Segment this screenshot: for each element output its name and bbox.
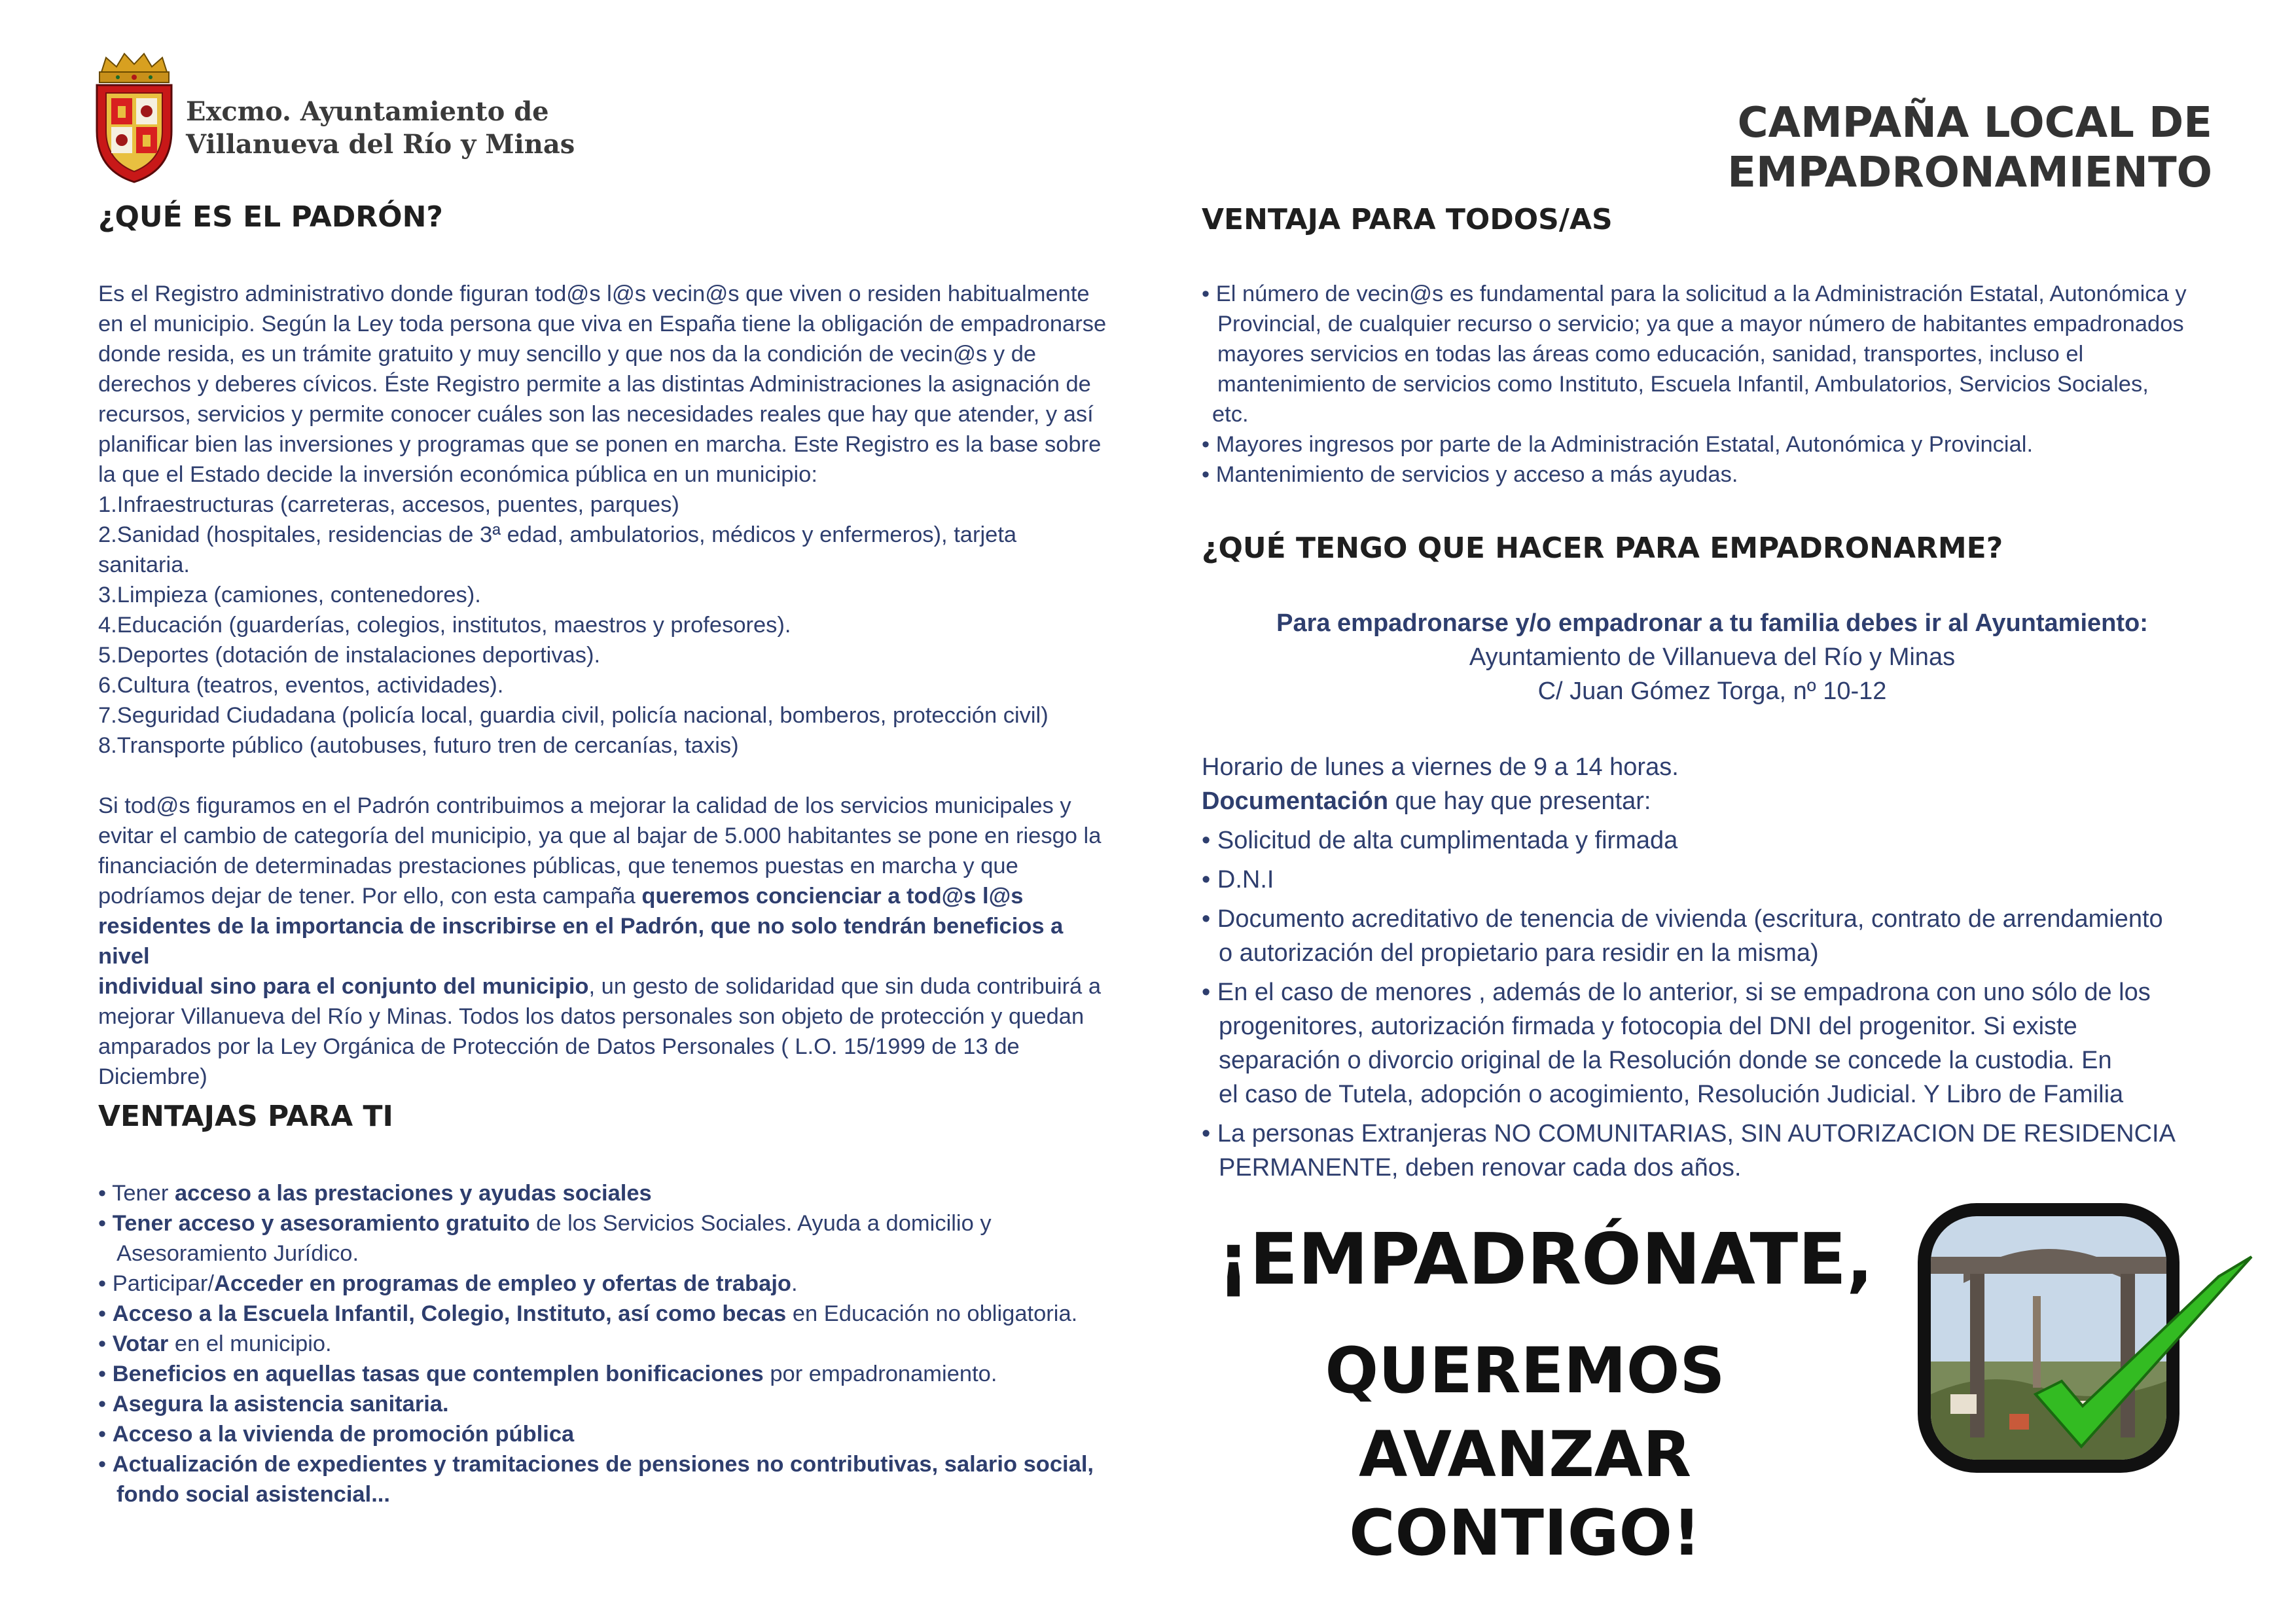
intro-line: donde resida, es un trámite gratuito y muy sencillo y que nos da la condición de vecin@s y de xyxy=(98,342,1037,367)
list-item: • Tener acceso a las prestaciones y ayudas sociales xyxy=(98,1181,652,1206)
instructions-bold: Para empadronarse y/o empadronar a tu familia debes ir al Ayuntamiento: xyxy=(1276,609,2148,637)
list-item: • La personas Extranjeras NO COMUNITARIAS, SIN AUTORIZACION DE RESIDENCIA xyxy=(1202,1120,2176,1147)
para2-line: financiación de determinadas prestaciones públicas, que tenemos puestas en marcha y que xyxy=(98,854,1018,878)
list-item: • Participar/Acceder en programas de empleo y ofertas de trabajo. xyxy=(98,1271,798,1296)
list-item: • Mantenimiento de servicios y acceso a más ayudas. xyxy=(1202,462,1738,487)
para2-line: evitar el cambio de categoría del municipio, ya que al bajar de 5.000 habitantes se pone en riesgo la xyxy=(98,823,1102,848)
address-line: Ayuntamiento de Villanueva del Río y Minas xyxy=(1469,643,1956,671)
campaign-title-line1: CAMPAÑA LOCAL DE xyxy=(1737,99,2212,147)
list-item: 7.Seguridad Ciudadana (policía local, guardia civil, policía nacional, bomberos, protección civil) xyxy=(98,703,1049,728)
list-item-cont: PERMANENTE, deben renovar cada dos años. xyxy=(1219,1154,1742,1182)
list-item-cont: o autorización del propietario para residir en la misma) xyxy=(1219,939,1819,967)
campaign-title-line2: EMPADRONAMIENTO xyxy=(1727,149,2212,197)
intro-line: Es el Registro administrativo donde figuran tod@s l@s vecin@s que viven o residen habitualmente xyxy=(98,281,1090,306)
list-item-cont: fondo social asistencial... xyxy=(117,1482,390,1507)
slogan-line1: ¡EMPADRÓNATE, xyxy=(1217,1219,1874,1301)
para2-line: amparados por la Ley Orgánica de Protección de Datos Personales ( L.O. 15/1999 de 13 de xyxy=(98,1034,1020,1059)
list-item: 1.Infraestructuras (carreteras, accesos, puentes, parques) xyxy=(98,492,679,517)
list-item: sanitaria. xyxy=(98,552,190,577)
intro-line: en el municipio. Según la Ley toda persona que viva en España tiene la obligación de empadronarse xyxy=(98,312,1107,336)
intro-line: derechos y deberes cívicos. Éste Registro permite a las distintas Administraciones la asignación de xyxy=(98,372,1091,397)
para2-line: residentes de la importancia de inscribirse en el Padrón, que no solo tendrán beneficios a nivel xyxy=(98,914,1064,969)
list-item: • Asegura la asistencia sanitaria. xyxy=(98,1392,449,1416)
slogan-line2: QUEREMOS xyxy=(1325,1334,1725,1407)
list-item-cont: mayores servicios en todas las áreas como educación, sanidad, transportes, incluso el xyxy=(1217,342,2084,367)
intro-line: planificar bien las inversiones y programas que se ponen en marcha. Este Registro es la base sobre xyxy=(98,432,1102,457)
list-item-cont: etc. xyxy=(1212,402,1249,427)
doc-intro: Documentación que hay que presentar: xyxy=(1202,787,1651,815)
slogan-line3: AVANZAR CONTIGO! xyxy=(1349,1418,1701,1570)
list-item: 8.Transporte público (autobuses, futuro tren de cercanías, taxis) xyxy=(98,733,739,758)
para2-line: podríamos dejar de tener. Por ello, con esta campaña queremos concienciar a tod@s l@s xyxy=(98,884,1024,909)
que-es-body xyxy=(98,279,1119,1092)
list-item: 6.Cultura (teatros, eventos, actividades). xyxy=(98,673,504,698)
ventaja-todos-list xyxy=(1202,279,2223,490)
intro-line: recursos, servicios y permite conocer cuáles son las necesidades reales que hay que atender, y así xyxy=(98,402,1094,427)
list-item: • En el caso de menores , además de lo anterior, si se empadrona con uno sólo de los xyxy=(1202,979,2151,1006)
list-item: • Beneficios en aquellas tasas que contemplen bonificaciones por empadronamiento. xyxy=(98,1362,997,1386)
para2-line: mejorar Villanueva del Río y Minas. Todos los datos personales son objeto de protección y quedan xyxy=(98,1004,1085,1029)
heading-que-hacer: ¿QUÉ TENGO QUE HACER PARA EMPADRONARME? xyxy=(1202,532,2003,565)
heading-que-es: ¿QUÉ ES EL PADRÓN? xyxy=(98,200,443,234)
para2-line: Si tod@s figuramos en el Padrón contribuimos a mejorar la calidad de los servicios municipales y xyxy=(98,793,1071,818)
list-item-cont: progenitores, autorización firmada y fotocopia del DNI del progenitor. Si existe xyxy=(1219,1013,2077,1040)
coat-of-arms-icon xyxy=(92,52,177,183)
list-item: • Tener acceso y asesoramiento gratuito de los Servicios Sociales. Ayuda a domicilio y xyxy=(98,1211,992,1236)
list-item-cont: el caso de Tutela, adopción o acogimiento, Resolución Judicial. Y Libro de Familia xyxy=(1219,1081,2124,1108)
list-item: • Acceso a la vivienda de promoción pública xyxy=(98,1422,575,1447)
org-name-line1: Excmo. Ayuntamiento de xyxy=(186,96,549,127)
org-name-line2: Villanueva del Río y Minas xyxy=(186,129,575,160)
list-item: • El número de vecin@s es fundamental para la solicitud a la Administración Estatal, Autonómica y xyxy=(1202,281,2187,306)
intro-line: la que el Estado decide la inversión económica pública en un municipio: xyxy=(98,462,817,487)
list-item: 3.Limpieza (camiones, contenedores). xyxy=(98,583,481,607)
list-item: 2.Sanidad (hospitales, residencias de 3ª edad, ambulatorios, médicos y enfermeros), tarjeta xyxy=(98,522,1017,547)
address-line: C/ Juan Gómez Torga, nº 10-12 xyxy=(1537,677,1887,705)
horario: Horario de lunes a viernes de 9 a 14 horas. xyxy=(1202,753,1679,781)
para2-line: Diciembre) xyxy=(98,1064,207,1089)
list-item-cont: separación o divorcio original de la Resolución donde se concede la custodia. En xyxy=(1219,1047,2112,1074)
list-item: 5.Deportes (dotación de instalaciones deportivas). xyxy=(98,643,601,668)
heading-ventajas-ti: VENTAJAS PARA TI xyxy=(98,1100,393,1133)
list-item: • Solicitud de alta cumplimentada y firmada xyxy=(1202,827,1678,854)
ventajas-ti-list xyxy=(98,1178,1119,1509)
instructions xyxy=(1202,606,2223,708)
list-item: • Actualización de expedientes y tramitaciones de pensiones no contributivas, salario social, xyxy=(98,1452,1094,1477)
para2-line: individual sino para el conjunto del municipio, un gesto de solidaridad que sin duda contribuirá a xyxy=(98,974,1102,999)
list-item-cont: Provincial, de cualquier recurso o servicio; ya que a mayor número de habitantes empadronados xyxy=(1217,312,2184,336)
list-item: • Votar en el municipio. xyxy=(98,1331,332,1356)
list-item-cont: Asesoramiento Jurídico. xyxy=(117,1241,359,1266)
documentation-section xyxy=(1202,750,2223,1185)
list-item: 4.Educación (guarderías, colegios, institutos, maestros y profesores). xyxy=(98,613,791,638)
heading-ventaja-todos: VENTAJA PARA TODOS/AS xyxy=(1202,203,1613,236)
list-item: • Mayores ingresos por parte de la Administración Estatal, Autonómica y Provincial. xyxy=(1202,432,2034,457)
list-item: • D.N.I xyxy=(1202,866,1274,893)
list-item: • Documento acreditativo de tenencia de vivienda (escritura, contrato de arrendamiento xyxy=(1202,905,2163,933)
bridge-checkmark-icon xyxy=(1911,1198,2265,1486)
list-item: • Acceso a la Escuela Infantil, Colegio, Instituto, así como becas en Educación no obligatoria. xyxy=(98,1301,1078,1326)
list-item-cont: mantenimiento de servicios como Instituto, Escuela Infantil, Ambulatorios, Servicios Sociales, xyxy=(1217,372,2149,397)
